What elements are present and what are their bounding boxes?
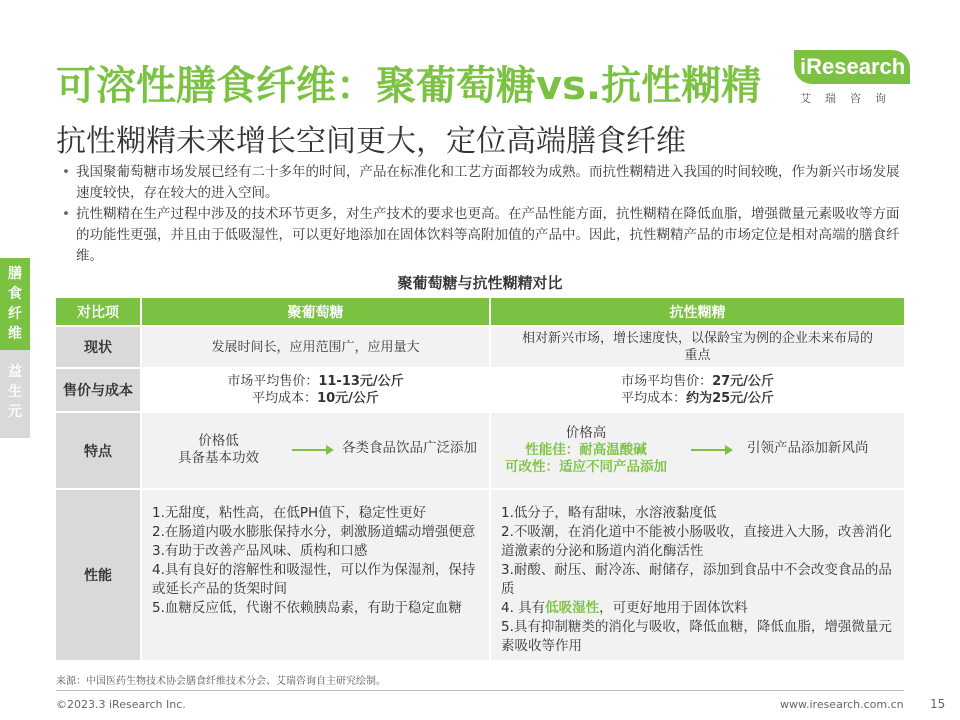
performance-highlight: 低吸湿性: [545, 600, 600, 616]
header-polydextrose: 聚葡萄糖: [142, 298, 489, 325]
performance-item: 1.低分子，略有甜味，水溶液黏度低: [501, 505, 717, 521]
logo-subtext: 艾瑞咨询: [800, 92, 900, 105]
cell-performance-resistant: [491, 490, 904, 660]
footer-copyright: ©2023.3 iResearch Inc.: [56, 698, 186, 711]
feature-result: 引领产品添加新风尚: [747, 440, 869, 456]
page-title: 可溶性膳食纤维：聚葡萄糖vs.抗性糊精: [56, 63, 762, 109]
side-tab-prebiotics[interactable]: [0, 350, 30, 438]
cell-status-polydextrose: [142, 327, 489, 367]
performance-item: 2.不吸潮，在消化道中不能被小肠吸收，直接进入大肠，改善消化道激素的分泌和肠道内消化酶活性: [501, 524, 892, 559]
performance-item: 5.具有抑制糖类的消化与吸收，降低血糖，降低血脂，增强微量元素吸收等作用: [501, 619, 892, 654]
price-value: 11-13元/公斤: [318, 374, 404, 389]
feature-text: 价格低: [198, 433, 239, 449]
feature-origin: [178, 433, 259, 467]
price-label: 市场平均售价：: [227, 374, 319, 389]
cost-label: 平均成本：: [621, 391, 687, 406]
source-note: 来源：中国医药生物技术协会膳食纤维技术分会、艾瑞咨询自主研究绘制。: [56, 676, 386, 687]
side-tab-label: 益生元: [8, 364, 22, 420]
row-label-features: 特点: [56, 413, 140, 488]
header-resistant-dextrin: 抗性糊精: [491, 298, 904, 325]
cell-features-polydextrose: [142, 413, 489, 488]
cost-value: 10元/公斤: [317, 391, 379, 406]
cell-performance-polydextrose: [142, 490, 489, 660]
price-label: 市场平均售价：: [621, 374, 713, 389]
cost-line: [621, 390, 774, 407]
feature-text: 具备基本功效: [178, 450, 259, 466]
feature-highlight: 性能佳：耐高温酸碱: [525, 442, 647, 458]
performance-item: 1.无甜度，粘性高，在低PH值下，稳定性更好: [152, 505, 427, 521]
bullet-list: [62, 162, 902, 267]
logo-text: iResearch: [800, 54, 906, 79]
price-value: 27元/公斤: [712, 374, 774, 389]
arrow-right-icon: [292, 449, 332, 451]
performance-item: 2.在肠道内吸水膨胀保持水分，刺激肠道蠕动增强便意: [152, 524, 476, 540]
header-item: 对比项: [56, 298, 140, 325]
cell-price-polydextrose: [142, 369, 489, 411]
cost-value: 约为25元/公斤: [686, 391, 774, 406]
side-tab-label: 膳食纤维: [8, 266, 22, 342]
performance-item: 5.血糖反应低，代谢不依赖胰岛素，有助于稳定血糖: [152, 600, 462, 616]
footer-url[interactable]: www.iresearch.com.cn: [780, 698, 904, 711]
performance-text: 4. 具有: [501, 600, 546, 616]
feature-result: 各类食品饮品广泛添加: [342, 440, 477, 456]
bullet-item: • 我国聚葡萄糖市场发展已经有二十多年的时间，产品在标准化和工艺方面都较为成熟。而抗性糊精进入我国的时间较晚，作为新兴市场发展速度较快，存在较大的进入空间。: [62, 162, 902, 204]
feature-highlight: 可改性：适应不同产品添加: [505, 459, 667, 475]
price-line: [621, 373, 774, 390]
row-label-status: 现状: [56, 327, 140, 367]
page-number: 15: [930, 697, 946, 711]
row-label-price: 售价与成本: [56, 369, 140, 411]
cell-text: 发展时间长，应用范围广，应用量大: [211, 339, 420, 355]
feature-text: 价格高: [565, 425, 607, 441]
cost-line: [252, 390, 379, 407]
price-line: [227, 373, 403, 390]
cell-price-resistant: [491, 369, 904, 411]
row-label-performance: 性能: [56, 490, 140, 660]
page-subtitle: 抗性糊精未来增长空间更大，定位高端膳食纤维: [56, 124, 686, 159]
performance-item: 3.耐酸、耐压、耐冷冻、耐储存，添加到食品中不会改变食品的品质: [501, 562, 892, 597]
cell-text: 相对新兴市场，增长速度快，以保龄宝为例的企业未来布局的重点: [521, 331, 873, 363]
performance-item: 4.具有良好的溶解性和吸湿性，可以作为保湿剂，保持或延长产品的货架时间: [152, 562, 476, 597]
cell-status-resistant: [491, 327, 904, 367]
feature-origin: [505, 425, 667, 476]
footer-divider: [56, 690, 904, 691]
iresearch-logo: [794, 50, 914, 110]
cell-features-resistant: [491, 413, 904, 488]
cost-label: 平均成本：: [252, 391, 318, 406]
table-title: 聚葡萄糖与抗性糊精对比: [397, 274, 563, 292]
bullet-item: • 抗性糊精在生产过程中涉及的技术环节更多，对生产技术的要求也更高。在产品性能方面，抗性糊精在降低血脂，增强微量元素吸收等方面的功能性更强，并且由于低吸湿性，可以更好地添加在固体饮料等高附加值的产品中。因此，抗性糊精产品的市场定位是相对高端的膳食纤维。: [62, 204, 902, 267]
performance-text: ，可更好地用于固体饮料: [599, 600, 748, 616]
performance-item: 3.有助于改善产品风味、质构和口感: [152, 543, 368, 559]
arrow-right-icon: [691, 449, 731, 451]
performance-item: [501, 599, 896, 618]
